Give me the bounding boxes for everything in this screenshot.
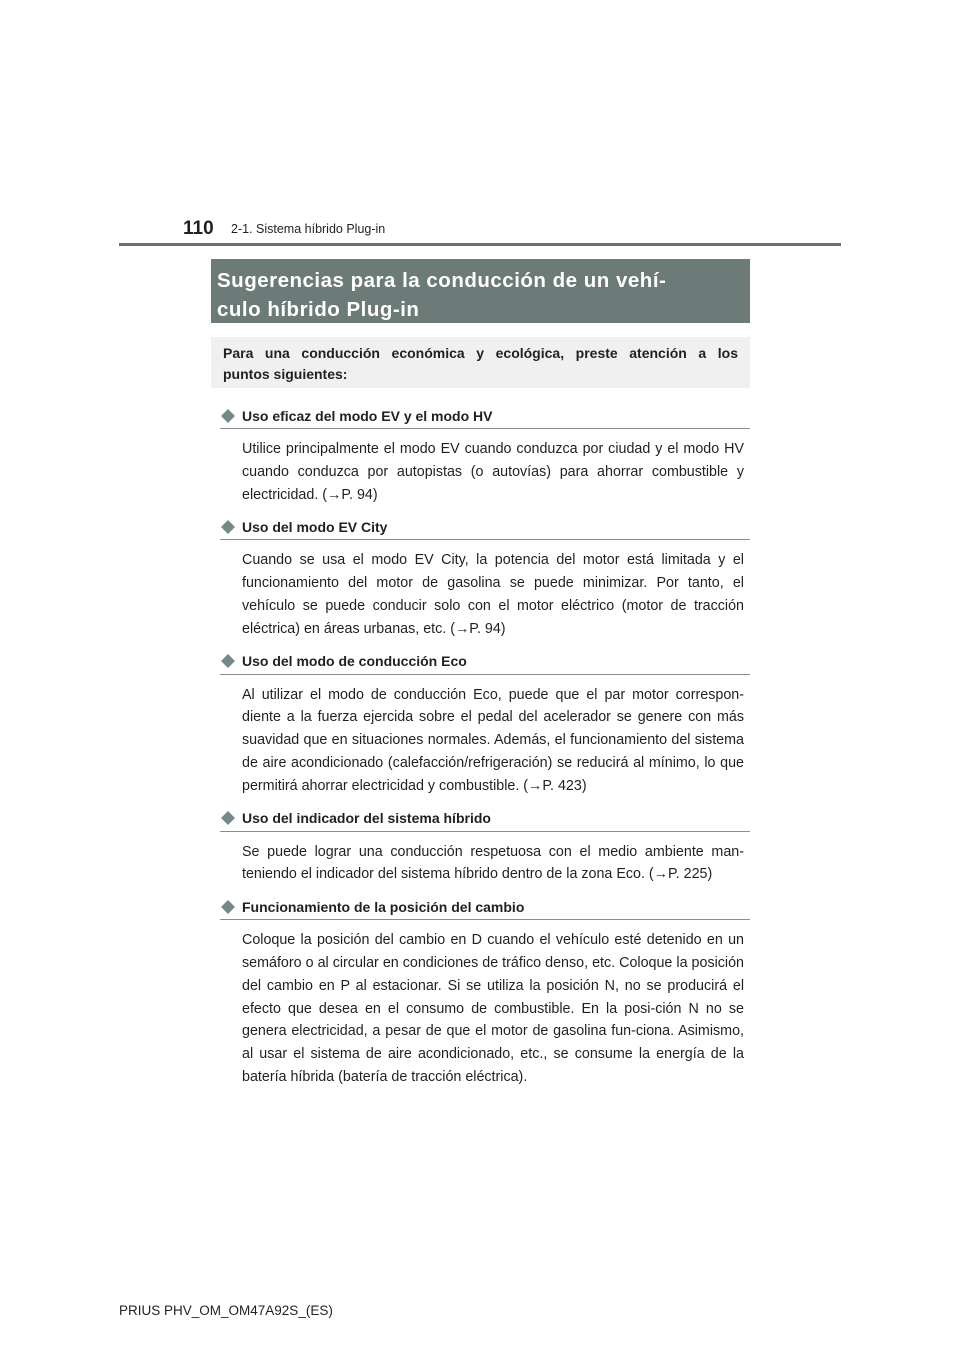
tip-section-ev-hv xyxy=(220,405,750,506)
tips-list xyxy=(220,405,750,1099)
tip-body: Utilice principalmente el modo EV cuando conduzca por ciudad y el modo HV cuando conduzca por autopistas (o autovías) para ahorrar combustible y electricidad. (→P. 94) xyxy=(242,441,744,503)
tip-section-shift-position xyxy=(220,896,750,1089)
tip-body: Se puede lograr una conducción respetuosa con el medio ambiente man-teniendo el indicador del sistema híbrido dentro de la zona Eco. (→P. 225) xyxy=(242,843,744,883)
diamond-icon xyxy=(220,519,236,535)
tip-section-eco-mode xyxy=(220,651,750,798)
intro-line-1: Para una conducción económica y ecológica, preste atención a los xyxy=(223,345,738,361)
tip-heading xyxy=(220,896,750,920)
tip-title: Funcionamiento de la posición del cambio xyxy=(242,898,525,915)
page-title-box xyxy=(211,259,750,323)
intro-line-2: puntos siguientes: xyxy=(223,366,348,382)
section-label: 2-1. Sistema híbrido Plug-in xyxy=(231,222,386,236)
diamond-icon xyxy=(220,810,236,826)
page-title-line-1: Sugerencias para la conducción de un vehí- xyxy=(217,269,667,292)
tip-heading xyxy=(220,516,750,540)
tip-body: Cuando se usa el modo EV City, la potencia del motor está limitada y el funcionamiento del motor de gasolina se puede minimizar. Por tanto, el vehículo se puede conducir solo con el motor eléctrico (motor de tracción eléctrica) en áreas urbanas, etc. (→P. 94) xyxy=(242,552,744,637)
diamond-icon xyxy=(220,899,236,915)
tip-title: Uso del indicador del sistema híbrido xyxy=(242,810,491,827)
page-title-line-2: culo híbrido Plug-in xyxy=(217,298,420,321)
tip-title: Uso del modo EV City xyxy=(242,518,388,535)
tip-heading xyxy=(220,651,750,675)
tip-title: Uso del modo de conducción Eco xyxy=(242,653,467,670)
intro-text xyxy=(223,343,738,385)
tip-body: Al utilizar el modo de conducción Eco, puede que el par motor correspon-diente a la fuerza ejercida sobre el pedal del acelerador se genere con más suavidad que en situaciones normales. Además, el funcionamiento del sistema de aire acondicionado (calefacción/refrigeración) se reducirá al mínimo, lo que permitirá ahorrar electricidad y combustible. (→P. 423) xyxy=(242,686,744,794)
header-divider xyxy=(119,243,841,246)
page-number: 110 xyxy=(183,218,214,239)
tip-section-hybrid-indicator xyxy=(220,808,750,887)
page-header xyxy=(0,0,960,250)
diamond-icon xyxy=(220,408,236,424)
document-code: PRIUS PHV_OM_OM47A92S_(ES) xyxy=(119,1303,333,1318)
tip-body: Coloque la posición del cambio en D cuando el vehículo esté detenido en un semáforo o al circular en condiciones de tráfico denso, etc. Coloque la posición del cambio en P al estacionar. Si se utiliza la posición N, no se producirá el efecto que desea en el consumo de combustible. En la posi-ción N no se genera electricidad, a pesar de que el motor de gasolina fun-ciona. Asimismo, al usar el sistema de aire acondicionado, etc., se consume la energía de la batería híbrida (batería de tracción eléctrica). xyxy=(242,932,744,1085)
tip-title: Uso eficaz del modo EV y el modo HV xyxy=(242,407,493,424)
tip-section-ev-city xyxy=(220,516,750,640)
intro-box xyxy=(211,337,750,388)
page-title xyxy=(217,266,740,324)
diamond-icon xyxy=(220,653,236,669)
tip-heading xyxy=(220,808,750,832)
tip-heading xyxy=(220,405,750,429)
